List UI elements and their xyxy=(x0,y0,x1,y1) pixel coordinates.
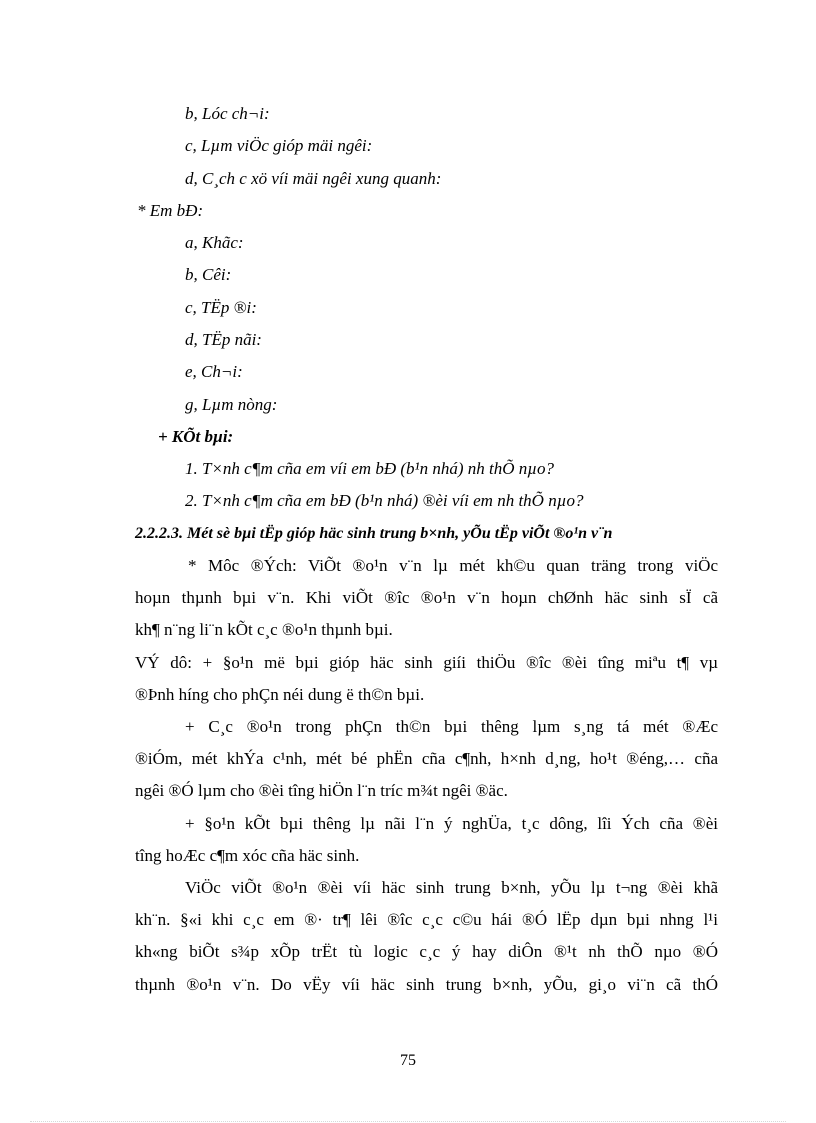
para1-line3: kh¶ n¨ng li¨n kÕt c¸c ®o¹n thµnh bµi. xyxy=(135,620,393,639)
section-heading: 2.2.2.3. Mét sè bµi tËp gióp häc sinh trung b×nh, yÕu tËp viÕt ®o¹n v¨n xyxy=(135,525,613,542)
outline-item-b: b, Lóc ch¬i: xyxy=(185,104,270,123)
para1-line2: hoµn thµnh bµi v¨n. Khi viÕt ®îc ®o¹n v¨n hoµn chØnh häc sinh sÏ cã xyxy=(135,588,718,607)
em-be-item-d: d, TËp nãi: xyxy=(185,330,262,349)
para2-line2: ®Þnh híng cho phÇn néi dung ë th©n bµi. xyxy=(135,685,425,704)
page-number: 75 xyxy=(400,1052,416,1069)
em-be-item-e: e, Ch¬i: xyxy=(185,362,243,381)
em-be-heading: * Em bÐ: xyxy=(137,201,204,220)
para3-line2: ®iÓm, mét khÝa c¹nh, mét bé phËn cña c¶nh, h×nh d¸ng, ho¹t ®éng,… cña xyxy=(135,749,718,768)
outline-item-c: c, Lµm viÖc gióp mäi ngêi: xyxy=(185,136,373,155)
para4-line2: tîng hoÆc c¶m xóc cña häc sinh. xyxy=(135,846,360,865)
para5-line4: thµnh ®o¹n v¨n. Do vËy víi häc sinh trung b×nh, yÕu, gi¸o vi¨n cã thÓ xyxy=(135,975,718,994)
para3-line1: + C¸c ®o¹n trong phÇn th©n bµi thêng lµm s¸ng tá mét ®Æc xyxy=(185,717,718,736)
ket-bai-heading: + KÕt bµi: xyxy=(158,427,234,446)
outline-item-d: d, C¸ch c xö víi mäi ngêi xung quanh: xyxy=(185,169,442,188)
ket-bai-item-2: 2. T×nh c¶m cña em bÐ (b¹n nhá) ®èi víi em nh thÕ nµo? xyxy=(185,491,584,510)
em-be-item-a: a, Khãc: xyxy=(185,233,244,252)
em-be-item-g: g, Lµm nòng: xyxy=(185,395,278,414)
em-be-item-b: b, Cêi: xyxy=(185,265,232,284)
ket-bai-item-1: 1. T×nh c¶m cña em víi em bÐ (b¹n nhá) nh thÕ nµo? xyxy=(185,459,555,478)
para2-line1: VÝ dô: + §o¹n më bµi gióp häc sinh giíi thiÖu ®îc ®èi tîng miªu t¶ vµ xyxy=(135,653,718,672)
para1-line1: * Môc ®Ých: ViÕt ®o¹n v¨n lµ mét kh©u quan träng trong viÖc xyxy=(188,556,718,575)
para5-line2: kh¨n. §«i khi c¸c em ®· tr¶ lêi ®îc c¸c c©u hái ®Ó lËp dµn bµi nhng l¹i xyxy=(135,910,718,929)
para5-line3: kh«ng biÕt s¾p xÕp trËt tù logic c¸c ý hay diÔn ®¹t nh thÕ nµo ®Ó xyxy=(135,942,718,961)
page-bottom-rule xyxy=(30,1121,786,1122)
para3-line3: ngêi ®Ó lµm cho ®èi tîng hiÖn l¨n tríc m¾t ngêi ®äc. xyxy=(135,781,508,800)
para4-line1: + §o¹n kÕt bµi thêng lµ nãi l¨n ý nghÜa, t¸c dông, lîi Ých cña ®èi xyxy=(185,814,718,833)
em-be-item-c: c, TËp ®i: xyxy=(185,298,257,317)
para5-line1: ViÖc viÕt ®o¹n ®èi víi häc sinh trung b×nh, yÕu lµ t¬ng ®èi khã xyxy=(185,878,718,897)
